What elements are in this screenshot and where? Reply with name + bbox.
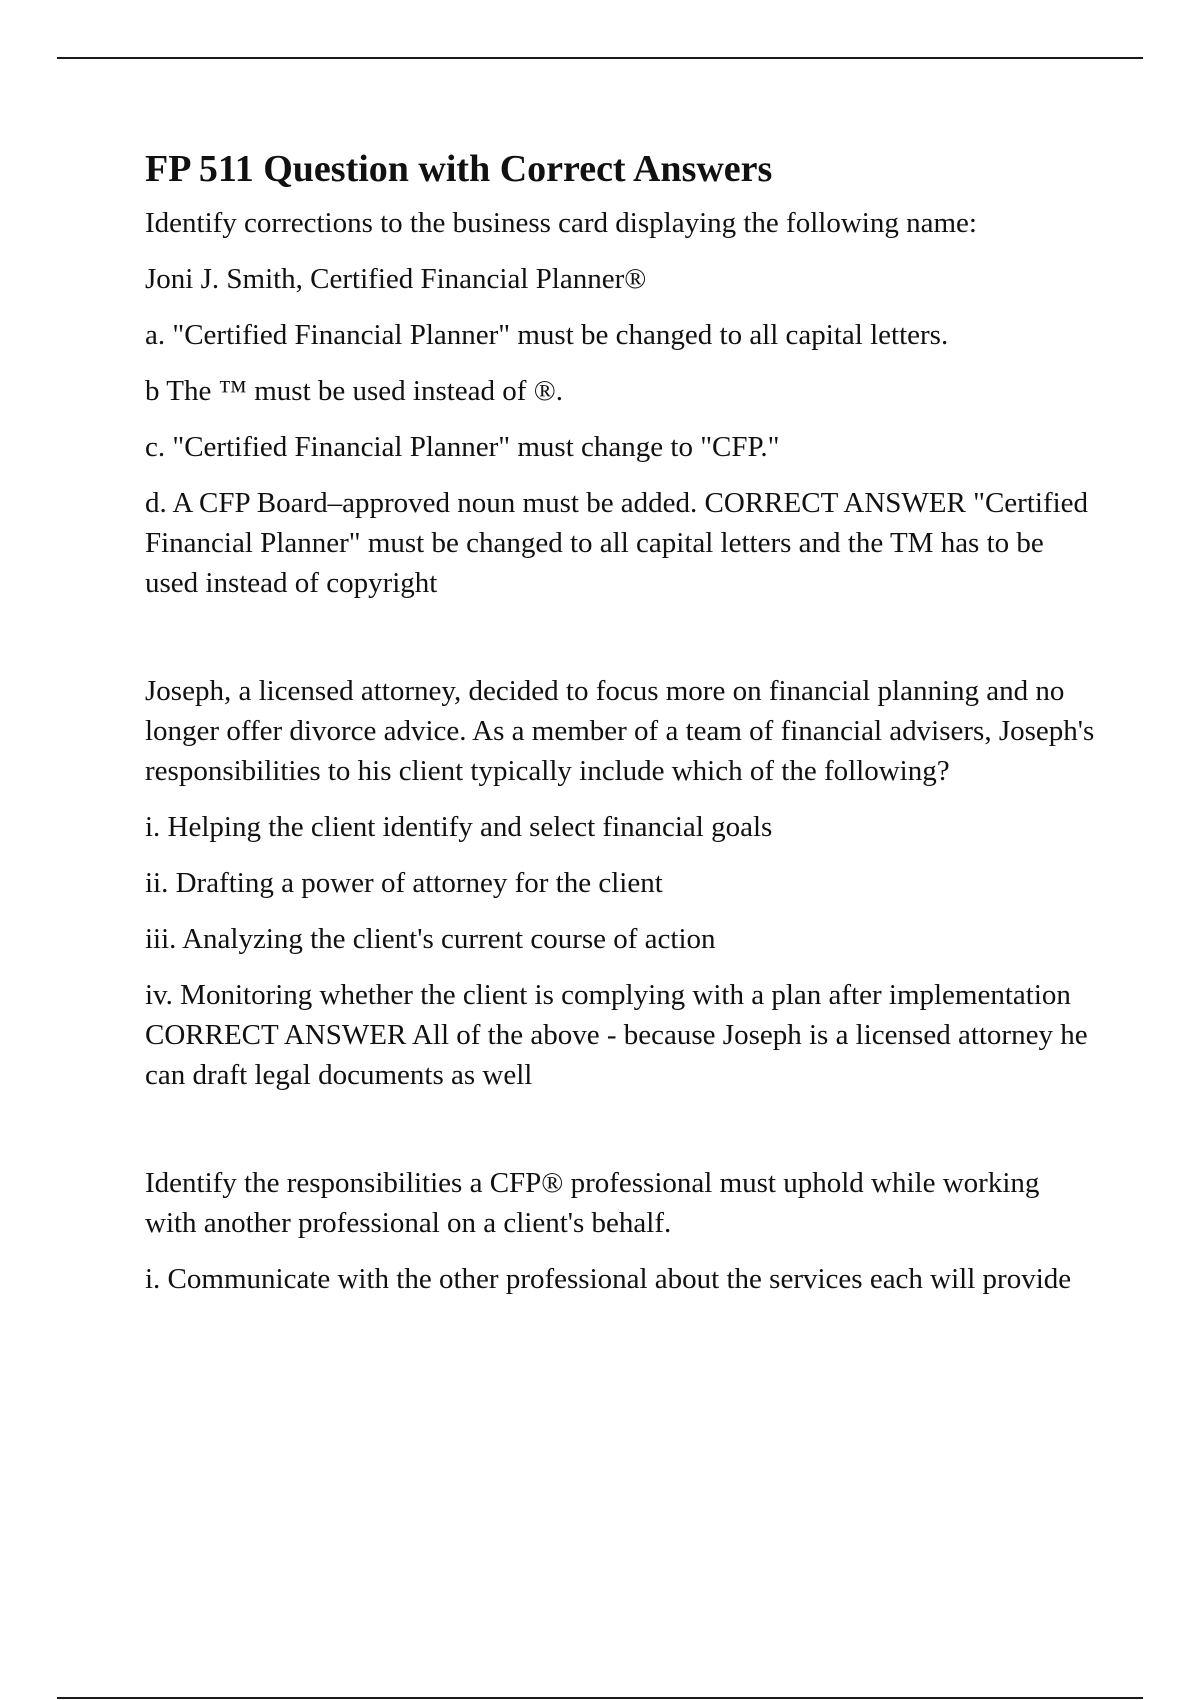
question-2 — [145, 671, 1095, 1095]
question-1-option-a: a. "Certified Financial Planner" must be changed to all capital letters. — [145, 319, 949, 351]
question-2-option-iv-answer: iv. Monitoring whether the client is complying with a plan after implementation CORRECT ANSWER All of the above - because Joseph is a licensed attorney he can draft legal documents as well — [145, 979, 1088, 1091]
question-2-option-ii: ii. Drafting a power of attorney for the client — [145, 867, 663, 899]
question-1-prompt: Identify corrections to the business card displaying the following name: — [145, 207, 977, 239]
document-body — [145, 145, 1095, 1315]
question-1 — [145, 203, 1095, 603]
question-1-option-b: b The ™ must be used instead of ®. — [145, 375, 563, 407]
question-2-option-iii: iii. Analyzing the client's current course of action — [145, 923, 716, 955]
question-1-option-d-answer: d. A CFP Board–approved noun must be added. CORRECT ANSWER "Certified Financial Planner" must be changed to all capital letters and the TM has to be used instead of copyright — [145, 487, 1089, 599]
question-1-option-c: c. "Certified Financial Planner" must change to "CFP." — [145, 431, 780, 463]
question-2-prompt: Joseph, a licensed attorney, decided to focus more on financial planning and no longer offer divorce advice. As a member of a team of financial advisers, Joseph's responsibilities to his client typically include which of the following? — [145, 675, 1095, 787]
header-rule — [57, 57, 1143, 59]
document-title: FP 511 Question with Correct Answers — [145, 148, 773, 190]
question-3 — [145, 1163, 1095, 1299]
question-1-name-line: Joni J. Smith, Certified Financial Planner® — [145, 263, 647, 295]
question-2-option-i: i. Helping the client identify and select financial goals — [145, 811, 773, 843]
footer-rule — [57, 1697, 1143, 1699]
question-3-prompt: Identify the responsibilities a CFP® professional must uphold while working with another professional on a client's behalf. — [145, 1167, 1040, 1239]
question-3-option-i: i. Communicate with the other professional about the services each will provide — [145, 1263, 1072, 1295]
